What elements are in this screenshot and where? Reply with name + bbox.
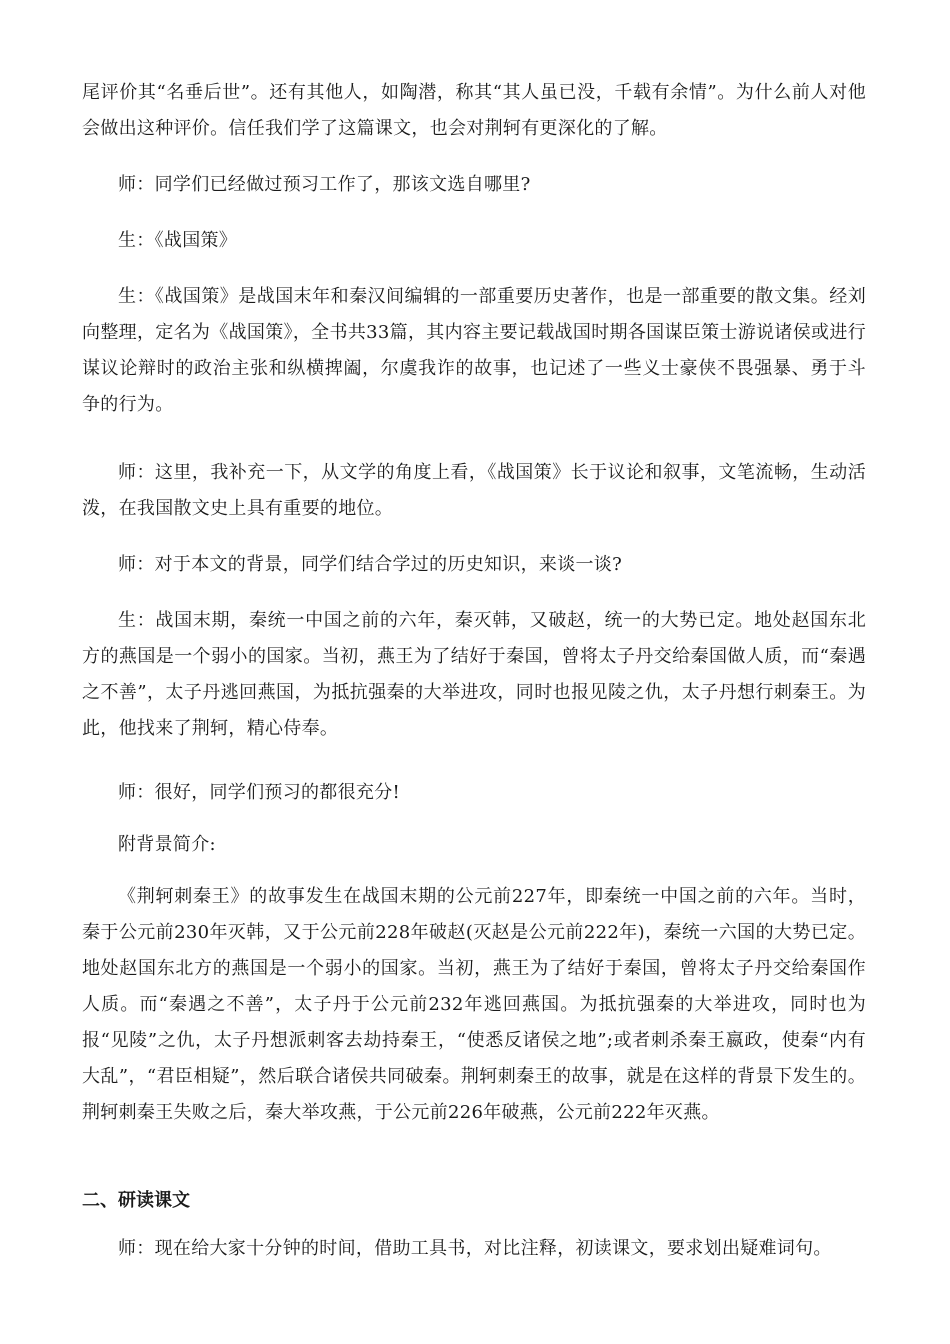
paragraph-background-intro: 《荆轲刺秦王》的故事发生在战国末期的公元前227年，即秦统一中国之前的六年。当时，秦于公元前230年灭韩，又于公元前228年破赵(灭赵是公元前222年)，秦统一六国的大势已定。地处赵国东北方的燕国是一个弱小的国家。当初，燕王为了结好于秦国，曾将太子丹交给秦国作人质。而“秦遇之不善”，太子丹于公元前232年逃回燕国。为抵抗强秦的大举进攻，同时也为报“见陵”之仇，太子丹想派刺客去劫持秦王，“使悉反诸侯之地”;或者刺杀秦王嬴政，使秦“内有大乱”，“君臣相疑”，然后联合诸侯共同破秦。荆轲刺秦王的故事，就是在这样的背景下发生的。荆轲刺秦王失败之后，秦大举攻燕，于公元前226年破燕，公元前222年灭燕。 — [82, 886, 866, 1123]
paragraph-student-answer-long: 生：《战国策》是战国末年和秦汉间编辑的一部重要历史著作，也是一部重要的散文集。经刘向整理，定名为《战国策》，全书共33篇，其内容主要记载战国时期各国谋臣策士游说诸侯或进行谋议论辩时的政治主张和纵横捭阖，尔虞我诈的故事，也记述了一些义士豪侠不畏强暴、勇于斗争的行为。 — [82, 286, 866, 415]
paragraph-intro-continued: 尾评价其“名垂后世”。还有其他人，如陶潜，称其“其人虽已没，千载有余情”。为什么前人对他会做出这种评价。信任我们学了这篇课文，也会对荆轲有更深化的了解。 — [82, 82, 866, 139]
paragraph-teacher-source-question: 师：同学们已经做过预习工作了，那该文选自哪里? — [118, 174, 531, 195]
paragraph-student-answer-short: 生：《战国策》 — [118, 230, 238, 251]
paragraph-appendix-label: 附背景简介: — [118, 834, 216, 855]
paragraph-student-background-answer: 生：战国末期，秦统一中国之前的六年，秦灭韩，又破赵，统一的大势已定。地处赵国东北方的燕国是一个弱小的国家。当初，燕王为了结好于秦国，曾将太子丹交给秦国做人质，而“秦遇之不善”，太子丹逃回燕国，为抵抗强秦的大举进攻，同时也报见陵之仇，太子丹想行刺秦王。为此，他找来了荆轲，精心侍奉。 — [82, 610, 866, 739]
paragraph-teacher-supplement: 师：这里，我补充一下，从文学的角度上看，《战国策》长于议论和叙事，文笔流畅，生动活泼，在我国散文史上具有重要的地位。 — [82, 462, 866, 519]
section-heading: 二、研读课文 — [82, 1190, 190, 1211]
paragraph-teacher-background-question: 师：对于本文的背景，同学们结合学过的历史知识，来谈一谈? — [118, 554, 623, 575]
paragraph-reading-instruction: 师：现在给大家十分钟的时间，借助工具书，对比注释，初读课文，要求划出疑难词句。 — [118, 1238, 832, 1259]
paragraph-teacher-praise: 师：很好，同学们预习的都很充分! — [118, 782, 401, 803]
